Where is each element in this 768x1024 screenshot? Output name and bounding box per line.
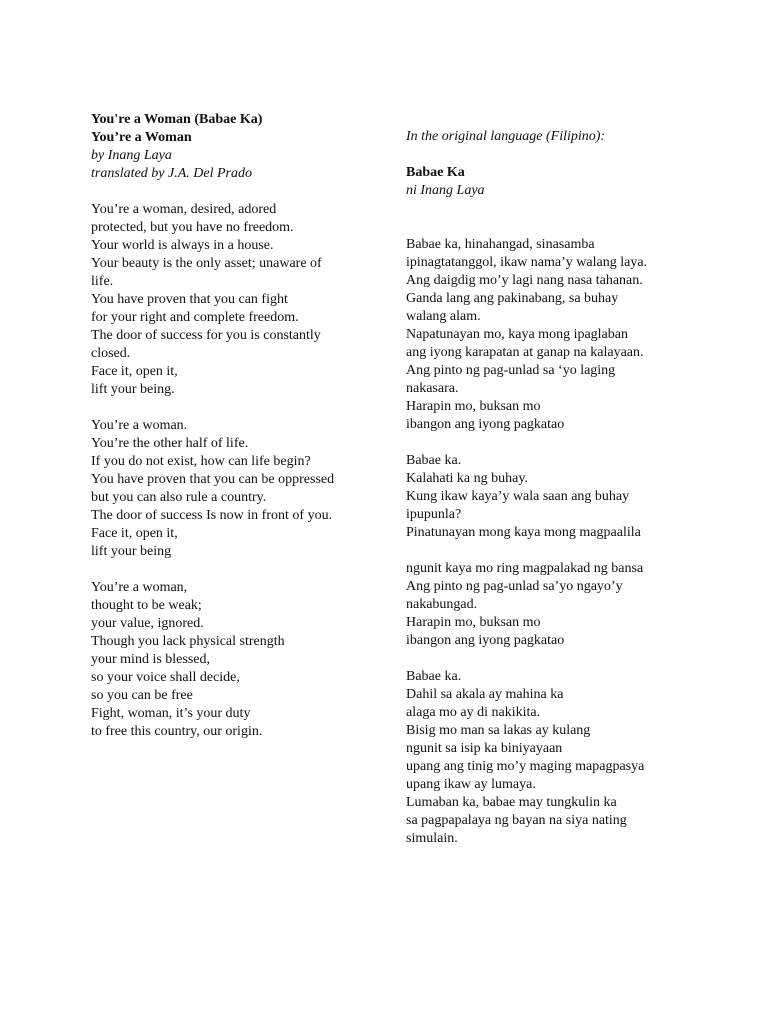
poem-line: Harapin mo, buksan mo <box>406 615 541 630</box>
poem-line: You have proven that you can fight <box>91 292 288 307</box>
poem-line: Bisig mo man sa lakas ay kulang <box>406 723 591 738</box>
poem-line: lift your being <box>91 544 172 559</box>
poem-line: Pinatunayan mong kaya mong magpaalila <box>406 525 641 540</box>
poem-line: Babae ka. <box>406 453 462 468</box>
poem-line: closed. <box>91 346 131 361</box>
poem-line: You have proven that you can be oppressed <box>91 472 335 487</box>
poem-line: ipinagtatanggol, ikaw nama’y walang laya. <box>406 255 648 270</box>
spacer <box>406 218 716 236</box>
poem-line: Babae ka. <box>406 669 462 684</box>
poem-line: You’re the other half of life. <box>91 436 249 451</box>
poem-line: You’re a woman, desired, adored <box>91 202 277 217</box>
poem-line: You’re a woman. <box>91 418 188 433</box>
poem-line: but you can also rule a country. <box>91 490 267 505</box>
poem-line: for your right and complete freedom. <box>91 310 299 325</box>
english-author: by Inang Laya <box>91 148 172 163</box>
poem-line: Ganda lang ang pakinabang, sa buhay <box>406 291 619 306</box>
poem-stanza <box>406 236 716 434</box>
poem-line: The door of success Is now in front of you. <box>91 508 333 523</box>
poem-line: Kalahati ka ng buhay. <box>406 471 528 486</box>
poem-line: Ang pinto ng pag-unlad sa ‘yo laging <box>406 363 616 378</box>
poem-line: The door of success for you is constantly <box>91 328 321 343</box>
poem-line: ipupunla? <box>406 507 462 522</box>
poem-line: ngunit sa isip ka biniyayaan <box>406 741 563 756</box>
poem-line: your mind is blessed, <box>91 652 210 667</box>
poem-line: Ang daigdig mo’y lagi nang nasa tahanan. <box>406 273 643 288</box>
poem-line: upang ikaw ay lumaya. <box>406 777 536 792</box>
poem-line: to free this country, our origin. <box>91 724 263 739</box>
poem-line: simulain. <box>406 831 458 846</box>
poem-stanza <box>91 579 391 741</box>
poem-line: thought to be weak; <box>91 598 202 613</box>
poem-line: alaga mo ay di nakikita. <box>406 705 541 720</box>
stanza-break <box>406 650 716 668</box>
poem-line: nakasara. <box>406 381 459 396</box>
filipino-original-column <box>406 128 716 848</box>
poem-line: protected, but you have no freedom. <box>91 220 294 235</box>
poem-stanza <box>406 668 716 848</box>
poem-line: Fight, woman, it’s your duty <box>91 706 251 721</box>
english-title: You're a Woman (Babae Ka) <box>91 112 263 127</box>
original-language-heading: In the original language (Filipino): <box>406 129 606 144</box>
poem-stanza <box>91 201 391 399</box>
poem-line: Your world is always in a house. <box>91 238 274 253</box>
filipino-stanzas <box>406 236 716 848</box>
poem-line: If you do not exist, how can life begin? <box>91 454 311 469</box>
poem-line: upang ang tinig mo’y maging mapagpasya <box>406 759 645 774</box>
poem-line: Kung ikaw kaya’y wala saan ang buhay <box>406 489 630 504</box>
spacer <box>406 146 716 164</box>
stanza-break <box>91 561 391 579</box>
poem-line: life. <box>91 274 114 289</box>
poem-line: Lumaban ka, babae may tungkulin ka <box>406 795 617 810</box>
poem-line: Ang pinto ng pag-unlad sa’yo ngayo’y <box>406 579 623 594</box>
poem-line: sa pagpapalaya ng bayan na siya nating <box>406 813 627 828</box>
poem-stanza <box>406 452 716 542</box>
english-translator: translated by J.A. Del Prado <box>91 166 252 181</box>
poem-line: Harapin mo, buksan mo <box>406 399 541 414</box>
poem-line: your value, ignored. <box>91 616 204 631</box>
poem-line: Napatunayan mo, kaya mong ipaglaban <box>406 327 628 342</box>
poem-line: ang iyong karapatan at ganap na kalayaan. <box>406 345 644 360</box>
filipino-author: ni Inang Laya <box>406 183 485 198</box>
stanza-break <box>406 434 716 452</box>
english-stanzas <box>91 201 391 741</box>
stanza-break <box>406 542 716 560</box>
poem-line: Your beauty is the only asset; unaware of <box>91 256 322 271</box>
poem-line: Babae ka, hinahangad, sinasamba <box>406 237 595 252</box>
poem-line: Face it, open it, <box>91 364 178 379</box>
poem-line: nakabungad. <box>406 597 478 612</box>
poem-stanza <box>406 560 716 650</box>
poem-line: walang alam. <box>406 309 481 324</box>
poem-line: Dahil sa akala ay mahina ka <box>406 687 564 702</box>
poem-line: so you can be free <box>91 688 193 703</box>
english-subtitle: You’re a Woman <box>91 130 192 145</box>
poem-stanza <box>91 417 391 561</box>
poem-line: Face it, open it, <box>91 526 178 541</box>
spacer <box>91 183 391 201</box>
poem-line: lift your being. <box>91 382 175 397</box>
spacer <box>406 200 716 218</box>
poem-line: You’re a woman, <box>91 580 188 595</box>
filipino-title: Babae Ka <box>406 165 465 180</box>
english-translation-column <box>91 111 391 741</box>
poem-line: so your voice shall decide, <box>91 670 240 685</box>
poem-line: ibangon ang iyong pagkatao <box>406 633 565 648</box>
stanza-break <box>91 399 391 417</box>
poem-line: Though you lack physical strength <box>91 634 285 649</box>
poem-line: ngunit kaya mo ring magpalakad ng bansa <box>406 561 644 576</box>
poem-line: ibangon ang iyong pagkatao <box>406 417 565 432</box>
